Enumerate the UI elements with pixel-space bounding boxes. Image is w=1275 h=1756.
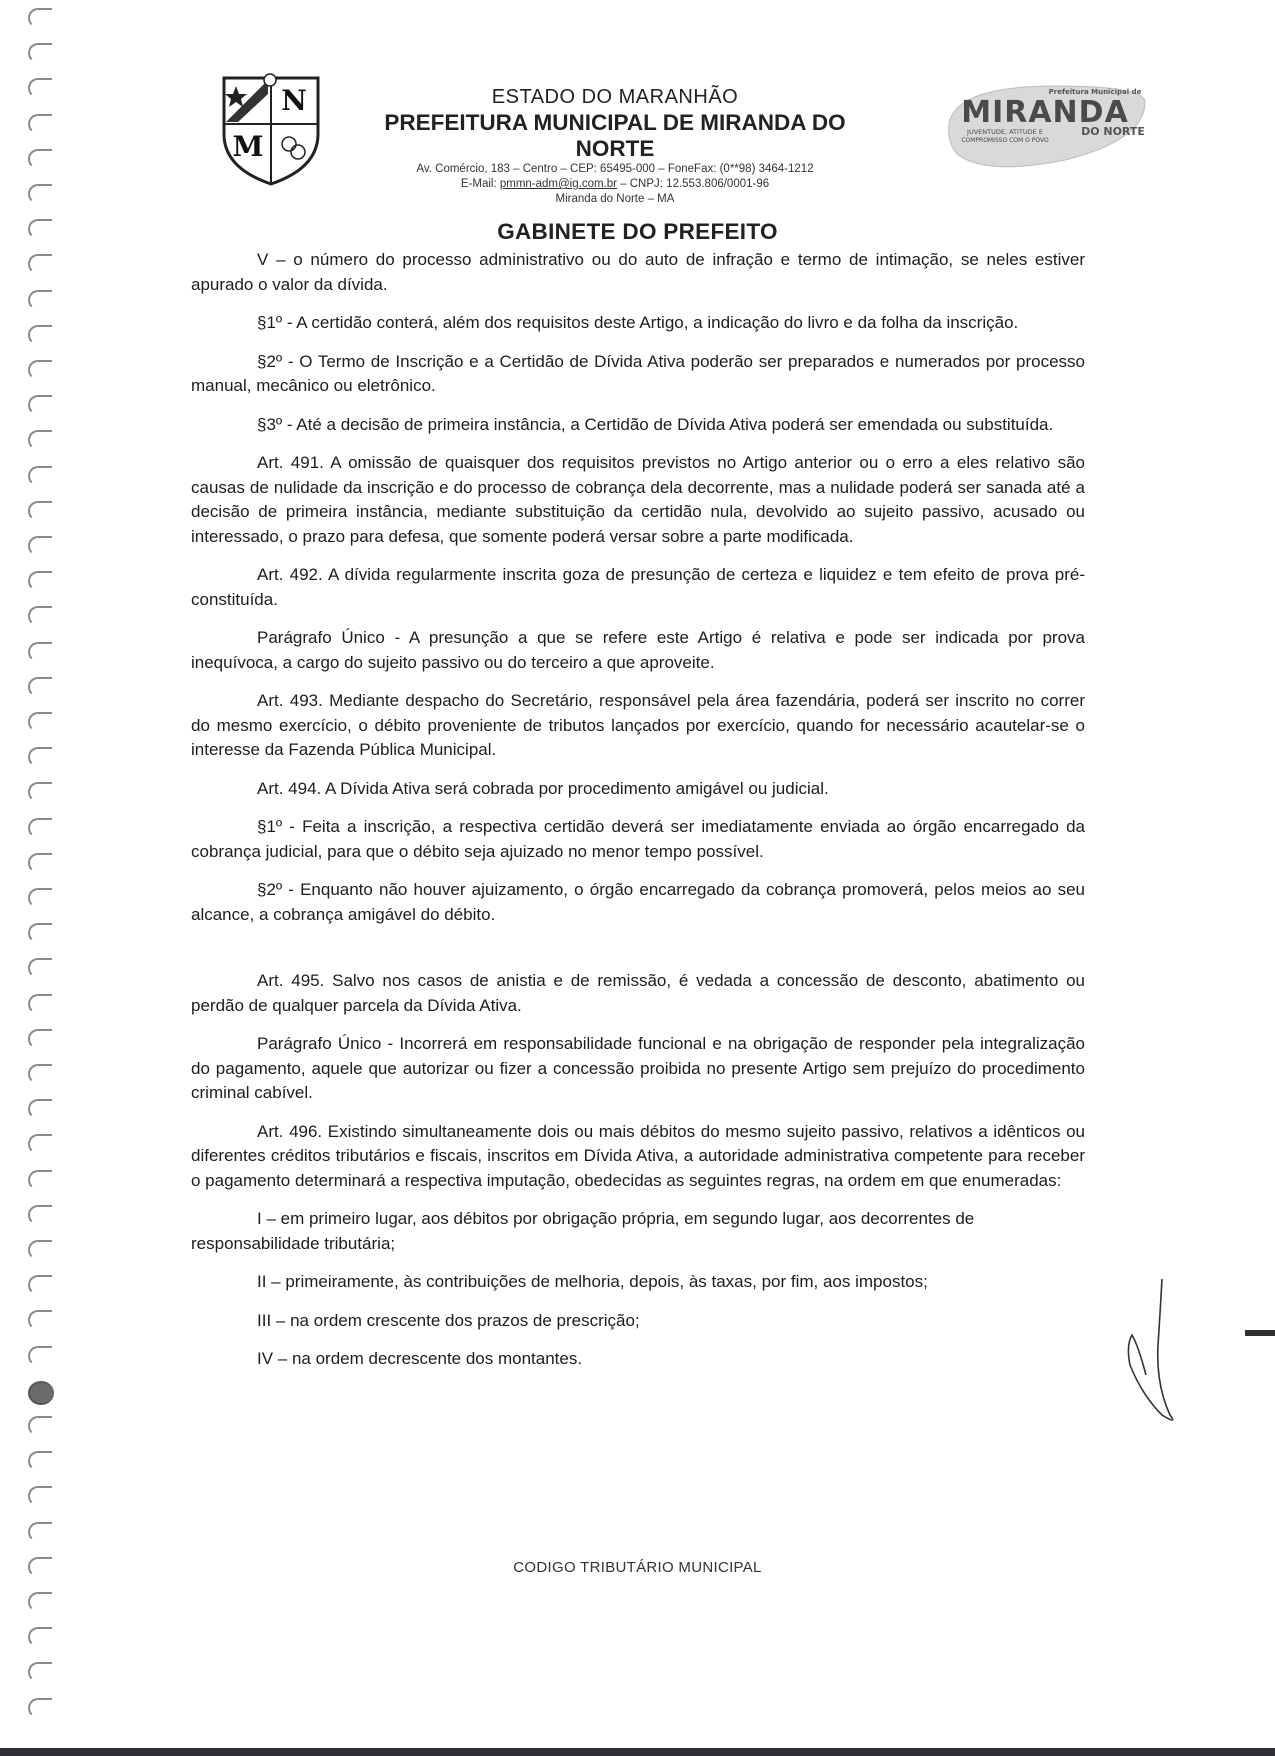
paragraph: §1º - A certidão conterá, além dos requisitos deste Artigo, a indicação do livro e da folha da inscrição. — [257, 313, 1019, 332]
binding-ring — [28, 290, 52, 310]
binding-ring — [28, 958, 52, 978]
email-label: E-Mail: — [460, 178, 500, 190]
paragraph: §2º - Enquanto não houver ajuizamento, o órgão encarregado da cobrança promoverá, pelos meios ao seu alcance, a cobrança amigável do débito. — [191, 880, 1085, 924]
scan-edge-mark — [1245, 1330, 1275, 1336]
binding-ring — [28, 606, 52, 626]
paragraph: Art. 496. Existindo simultaneamente dois ou mais débitos do mesmo sujeito passivo, relativos a idênticos ou diferentes créditos tributários e fiscais, inscritos em Dívida Ativa, a autoridade administrativa competente para receber o pagamento determinará a respectiva imputação, obedecidas as seguintes regras, na ordem em que enumeradas: — [191, 1121, 1085, 1190]
paragraph: §3º - Até a decisão de primeira instância, a Certidão de Dívida Ativa poderá ser emendada ou substituída. — [257, 414, 1054, 434]
miranda-brand-logo — [945, 80, 1150, 168]
spiral-binding — [22, 0, 62, 1756]
svg-text:N: N — [281, 84, 307, 117]
binding-ring — [28, 1099, 52, 1119]
binding-ring — [28, 1275, 52, 1295]
binding-ring — [28, 1486, 52, 1506]
binding-ring — [28, 219, 52, 239]
binding-ring — [28, 712, 52, 732]
letterhead-text — [350, 86, 880, 207]
state-name: ESTADO DO MARANHÃO — [491, 86, 739, 108]
binding-ring — [28, 1522, 52, 1542]
binding-ring — [28, 254, 52, 274]
svg-text:JUVENTUDE, ATITUDE E: JUVENTUDE, ATITUDE E — [967, 128, 1043, 136]
list-item: IV – na ordem decrescente dos montantes. — [257, 1349, 583, 1368]
cnpj-text: – CNPJ: 12.553.806/0001-96 — [616, 178, 770, 190]
binding-ring — [28, 923, 52, 943]
svg-text:COMPROMISSO COM O POVO: COMPROMISSO COM O POVO — [961, 137, 1049, 144]
binding-ring — [28, 677, 52, 697]
paragraph: Art. 491. A omissão de quaisquer dos requisitos previstos no Artigo anterior ou o erro a eles relativo são causas de nulidade da inscrição e do processo de cobrança dela decorrente, mas a nulidade poderá ser sanada até a decisão de primeira instância, mediante substituição da certidão nula, devolvido ao sujeito passivo, acusado ou interessado, o prazo para defesa, que somente poderá versar sobre a parte modificada. — [191, 453, 1085, 546]
binding-ring — [28, 1205, 52, 1225]
binding-ring — [28, 360, 52, 380]
binding-ring — [28, 1346, 52, 1366]
document-body — [191, 248, 1085, 1386]
binding-ring — [28, 1064, 52, 1084]
binding-ring — [28, 1240, 52, 1260]
page-footer: CODIGO TRIBUTÁRIO MUNICIPAL — [513, 1559, 762, 1576]
binding-ring — [28, 1170, 52, 1190]
binding-ring — [28, 1451, 52, 1471]
binding-ring — [28, 536, 52, 556]
binding-ring — [28, 747, 52, 767]
contact-line — [350, 177, 880, 192]
address-line: Av. Comércio, 183 – Centro – CEP: 65495-000 – FoneFax: (0**98) 3464-1212 — [416, 163, 814, 175]
municipal-crest-logo — [218, 72, 324, 188]
paragraph: Art. 492. A dívida regularmente inscrita goza de presunção de certeza e liquidez e tem efeito de prova pré-constituída. — [191, 565, 1085, 609]
binding-ring — [28, 466, 52, 486]
paragraph: §1º - Feita a inscrição, a respectiva certidão deverá ser imediatamente enviada ao órgão encarregado da cobrança judicial, para que o débito seja ajuizado no menor tempo possível. — [191, 817, 1085, 861]
binding-ring — [28, 1029, 52, 1049]
binding-ring — [28, 1592, 52, 1612]
svg-text:M: M — [232, 130, 264, 163]
section-title: GABINETE DO PREFEITO — [497, 219, 778, 244]
binding-ring — [28, 818, 52, 838]
binding-ring — [28, 888, 52, 908]
city-line: Miranda do Norte – MA — [555, 193, 675, 205]
binding-ring — [28, 114, 52, 134]
binding-ring — [28, 149, 52, 169]
paragraph: Art. 495. Salvo nos casos de anistia e de remissão, é vedada a concessão de desconto, abatimento ou perdão de qualquer parcela da Dívida Ativa. — [191, 971, 1085, 1015]
binding-ring — [28, 501, 52, 521]
binding-ring — [28, 1416, 52, 1436]
paragraph: Parágrafo Único - Incorrerá em responsabilidade funcional e na obrigação de responder pela integralização do pagamento, aquele que autorizar ou fizer a concessão proibida no presente Artigo sem prejuízo do procedimento criminal cabível. — [191, 1034, 1085, 1102]
binding-ring — [28, 1627, 52, 1647]
binding-ring — [28, 325, 52, 345]
svg-text:DO NORTE: DO NORTE — [1081, 125, 1145, 138]
scan-bottom-edge — [0, 1748, 1275, 1756]
binding-ring — [28, 1698, 52, 1718]
binding-ring — [28, 782, 52, 802]
svg-text:MIRANDA: MIRANDA — [961, 95, 1129, 130]
binding-ring — [28, 1381, 54, 1405]
binding-ring — [28, 1310, 52, 1330]
email-link[interactable]: pmmn-adm@ig.com.br — [499, 178, 617, 190]
binding-ring — [28, 1134, 52, 1154]
binding-ring — [28, 1662, 52, 1682]
paragraph: Art. 494. A Dívida Ativa será cobrada por procedimento amigável ou judicial. — [257, 778, 829, 798]
binding-ring — [28, 571, 52, 591]
binding-ring — [28, 78, 52, 98]
binding-ring — [28, 395, 52, 415]
paragraph: §2º - O Termo de Inscrição e a Certidão de Dívida Ativa poderão ser preparados e numerados por processo manual, mecânico ou eletrônico. — [191, 351, 1085, 395]
binding-ring — [28, 853, 52, 873]
paragraph: Art. 493. Mediante despacho do Secretário, responsável pela área fazendária, poderá ser inscrito no correr do mesmo exercício, o débito proveniente de tributos lançados por exercício, quando for necessário acautelar-se o interesse da Fazenda Pública Municipal. — [191, 691, 1085, 759]
binding-ring — [28, 430, 52, 450]
binding-ring — [28, 8, 52, 28]
letterhead — [210, 72, 1160, 205]
svg-text:Prefeitura Municipal de: Prefeitura Municipal de — [1048, 88, 1142, 96]
binding-ring — [28, 43, 52, 63]
list-item: I – em primeiro lugar, aos débitos por obrigação própria, em segundo lugar, aos decorrentes de responsabilidade tributária; — [191, 1209, 975, 1253]
binding-ring — [28, 642, 52, 662]
list-item: III – na ordem crescente dos prazos de prescrição; — [257, 1310, 640, 1330]
list-item: II – primeiramente, às contribuições de melhoria, depois, às taxas, por fim, aos impostos; — [257, 1272, 928, 1291]
binding-ring — [28, 994, 52, 1014]
handwritten-signature — [1122, 1275, 1182, 1425]
municipality-name: PREFEITURA MUNICIPAL DE MIRANDA DO NORTE — [384, 110, 846, 161]
binding-ring — [28, 184, 52, 204]
paragraph: V – o número do processo administrativo ou do auto de infração e termo de intimação, se neles estiver apurado o valor da dívida. — [191, 250, 1085, 294]
paragraph: Parágrafo Único - A presunção a que se refere este Artigo é relativa e pode ser indicada por prova inequívoca, a cargo do sujeito passivo ou do terceiro a que aproveite. — [191, 628, 1085, 672]
